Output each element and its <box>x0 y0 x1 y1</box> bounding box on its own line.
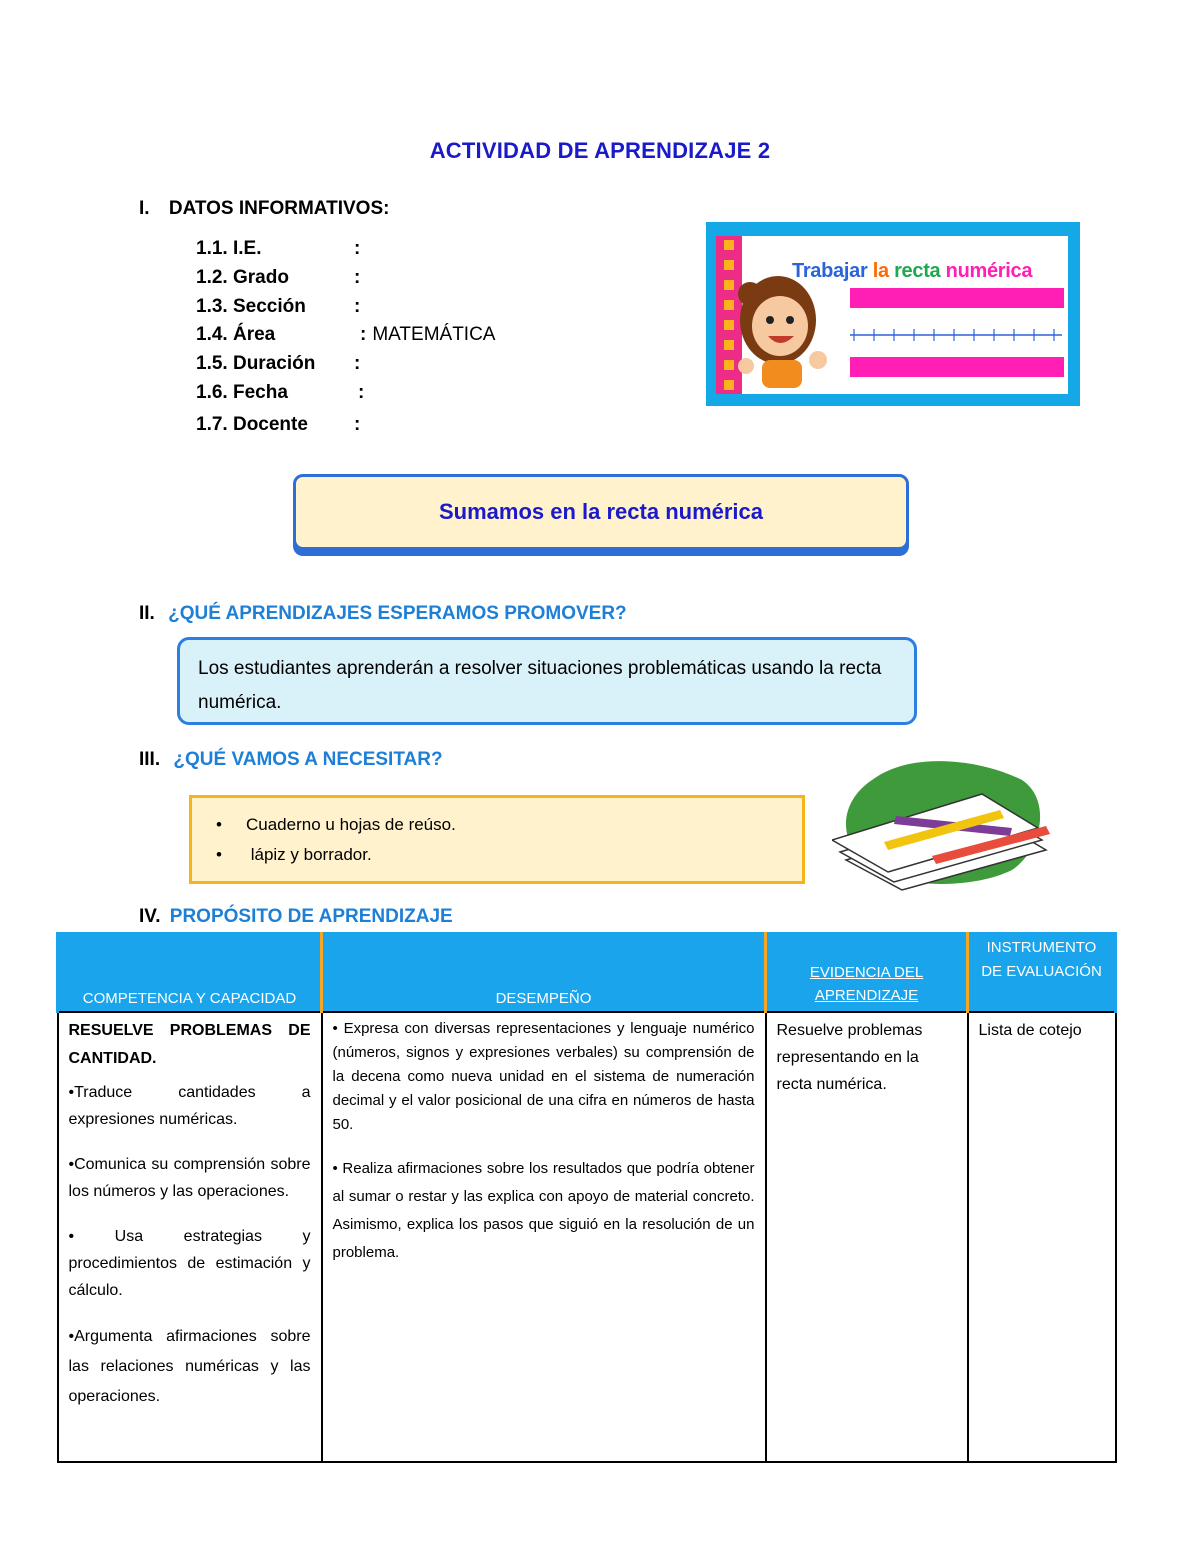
info-sep: : <box>358 382 365 403</box>
info-sep: : <box>354 238 361 259</box>
info-row-fecha <box>196 382 370 408</box>
activity-theme: Sumamos en la recta numérica <box>438 499 764 524</box>
section-4-heading <box>139 906 453 928</box>
info-label: 1.7. Docente <box>196 414 308 435</box>
section-2-number: II. <box>139 603 155 624</box>
evidencia-cell: Resuelve problemas representando en la recta numérica. <box>766 1012 968 1462</box>
materials-item-text: Cuaderno u hojas de reúso. <box>246 815 456 834</box>
pencils-paper-illustration <box>832 760 1064 896</box>
learning-goal-text: Los estudiantes aprenderán a resolver situaciones problemáticas usando la recta numérica. <box>198 658 882 713</box>
header-evidencia: EVIDENCIA DEL APRENDIZAJE <box>766 932 968 1012</box>
info-row-grado <box>196 267 366 293</box>
section-4-title: PROPÓSITO DE APRENDIZAJE <box>169 906 453 927</box>
info-value: MATEMÁTICA <box>372 324 496 345</box>
girl-illustration <box>738 268 830 394</box>
number-line-banner <box>706 222 1080 406</box>
info-label: 1.3. Sección <box>196 296 306 317</box>
number-line-graphic <box>850 328 1062 342</box>
desempeno-item: • Expresa con diversas representaciones y lenguaje numérico (números, signos y expresiones verbales) su comprensión de la decena como nueva unidad en el sistema de numeración decimal y el valor posicional de una cifra en números de hasta 50. <box>332 1020 755 1133</box>
capacidad-item: •Argumenta afirmaciones sobre las relaciones numéricas y las operaciones. <box>68 1328 311 1405</box>
section-2-title: ¿QUÉ APRENDIZAJES ESPERAMOS PROMOVER? <box>168 603 627 624</box>
table-row <box>58 1012 1116 1462</box>
materials-box <box>189 795 805 884</box>
banner-title <box>792 260 1032 283</box>
banner-inner <box>716 236 1068 394</box>
info-sep: : <box>354 296 361 317</box>
banner-word: numérica <box>945 260 1033 282</box>
info-label: 1.2. Grado <box>196 267 289 288</box>
page-title: ACTIVIDAD DE APRENDIZAJE 2 <box>429 138 771 163</box>
banner-word: recta <box>894 260 941 282</box>
pink-bar-top <box>850 288 1064 308</box>
section-3-number: III. <box>139 749 161 770</box>
bullet-icon: • <box>216 845 222 864</box>
purpose-table <box>56 932 1117 1463</box>
info-sep: : <box>360 324 367 345</box>
header-competencia: COMPETENCIA Y CAPACIDAD <box>58 932 322 1012</box>
header-instrumento: INSTRUMENTO DE EVALUACIÓN <box>968 932 1116 1012</box>
info-label: 1.5. Duración <box>196 353 316 374</box>
info-sep: : <box>354 414 361 435</box>
header-desempeno: DESEMPEÑO <box>322 932 766 1012</box>
info-row-seccion <box>196 296 366 322</box>
competencia-title: RESUELVE PROBLEMAS DE CANTIDAD. <box>68 1022 311 1067</box>
info-row-duracion <box>196 353 366 379</box>
info-sep: : <box>354 353 361 374</box>
section-1-heading <box>139 198 389 220</box>
instrumento-cell: Lista de cotejo <box>968 1012 1116 1462</box>
info-label: 1.6. Fecha <box>196 382 288 403</box>
section-3-title: ¿QUÉ VAMOS A NECESITAR? <box>173 749 443 770</box>
activity-theme-box <box>293 474 909 550</box>
section-3-heading <box>139 749 443 771</box>
capacidad-item: • Usa estrategias y procedimientos de estimación y cálculo. <box>68 1228 311 1299</box>
banner-word: Trabajar <box>792 260 868 282</box>
info-label: 1.4. Área <box>196 324 276 345</box>
pink-bar-bottom <box>850 357 1064 377</box>
section-2-heading <box>139 603 627 625</box>
info-row-area <box>196 324 495 350</box>
materials-item-text: lápiz y borrador. <box>246 845 372 864</box>
competencia-cell <box>58 1012 322 1462</box>
materials-item <box>216 810 456 840</box>
banner-word: la <box>872 260 889 282</box>
learning-goal-box <box>177 637 917 725</box>
info-row-ie <box>196 238 366 264</box>
materials-item <box>216 840 456 870</box>
desempeno-item: • Realiza afirmaciones sobre los resultados que podría obtener al sumar o restar y las explica con apoyo de material concreto. Asimismo, explica los pasos que siguió en la resolución de un problema. <box>332 1160 755 1261</box>
desempeno-cell <box>322 1012 766 1462</box>
section-4-number: IV. <box>139 906 161 927</box>
info-row-docente <box>196 414 366 440</box>
capacidad-item: •Comunica su comprensión sobre los números y las operaciones. <box>68 1156 311 1200</box>
bullet-icon: • <box>216 815 222 834</box>
info-sep: : <box>354 267 361 288</box>
capacidad-item: •Traduce cantidades a expresiones numéricas. <box>68 1084 311 1128</box>
section-1-title: DATOS INFORMATIVOS: <box>168 198 390 219</box>
materials-list <box>216 810 456 870</box>
table-header-row <box>58 932 1116 1012</box>
info-label: 1.1. I.E. <box>196 238 262 259</box>
section-1-number: I. <box>139 198 150 219</box>
